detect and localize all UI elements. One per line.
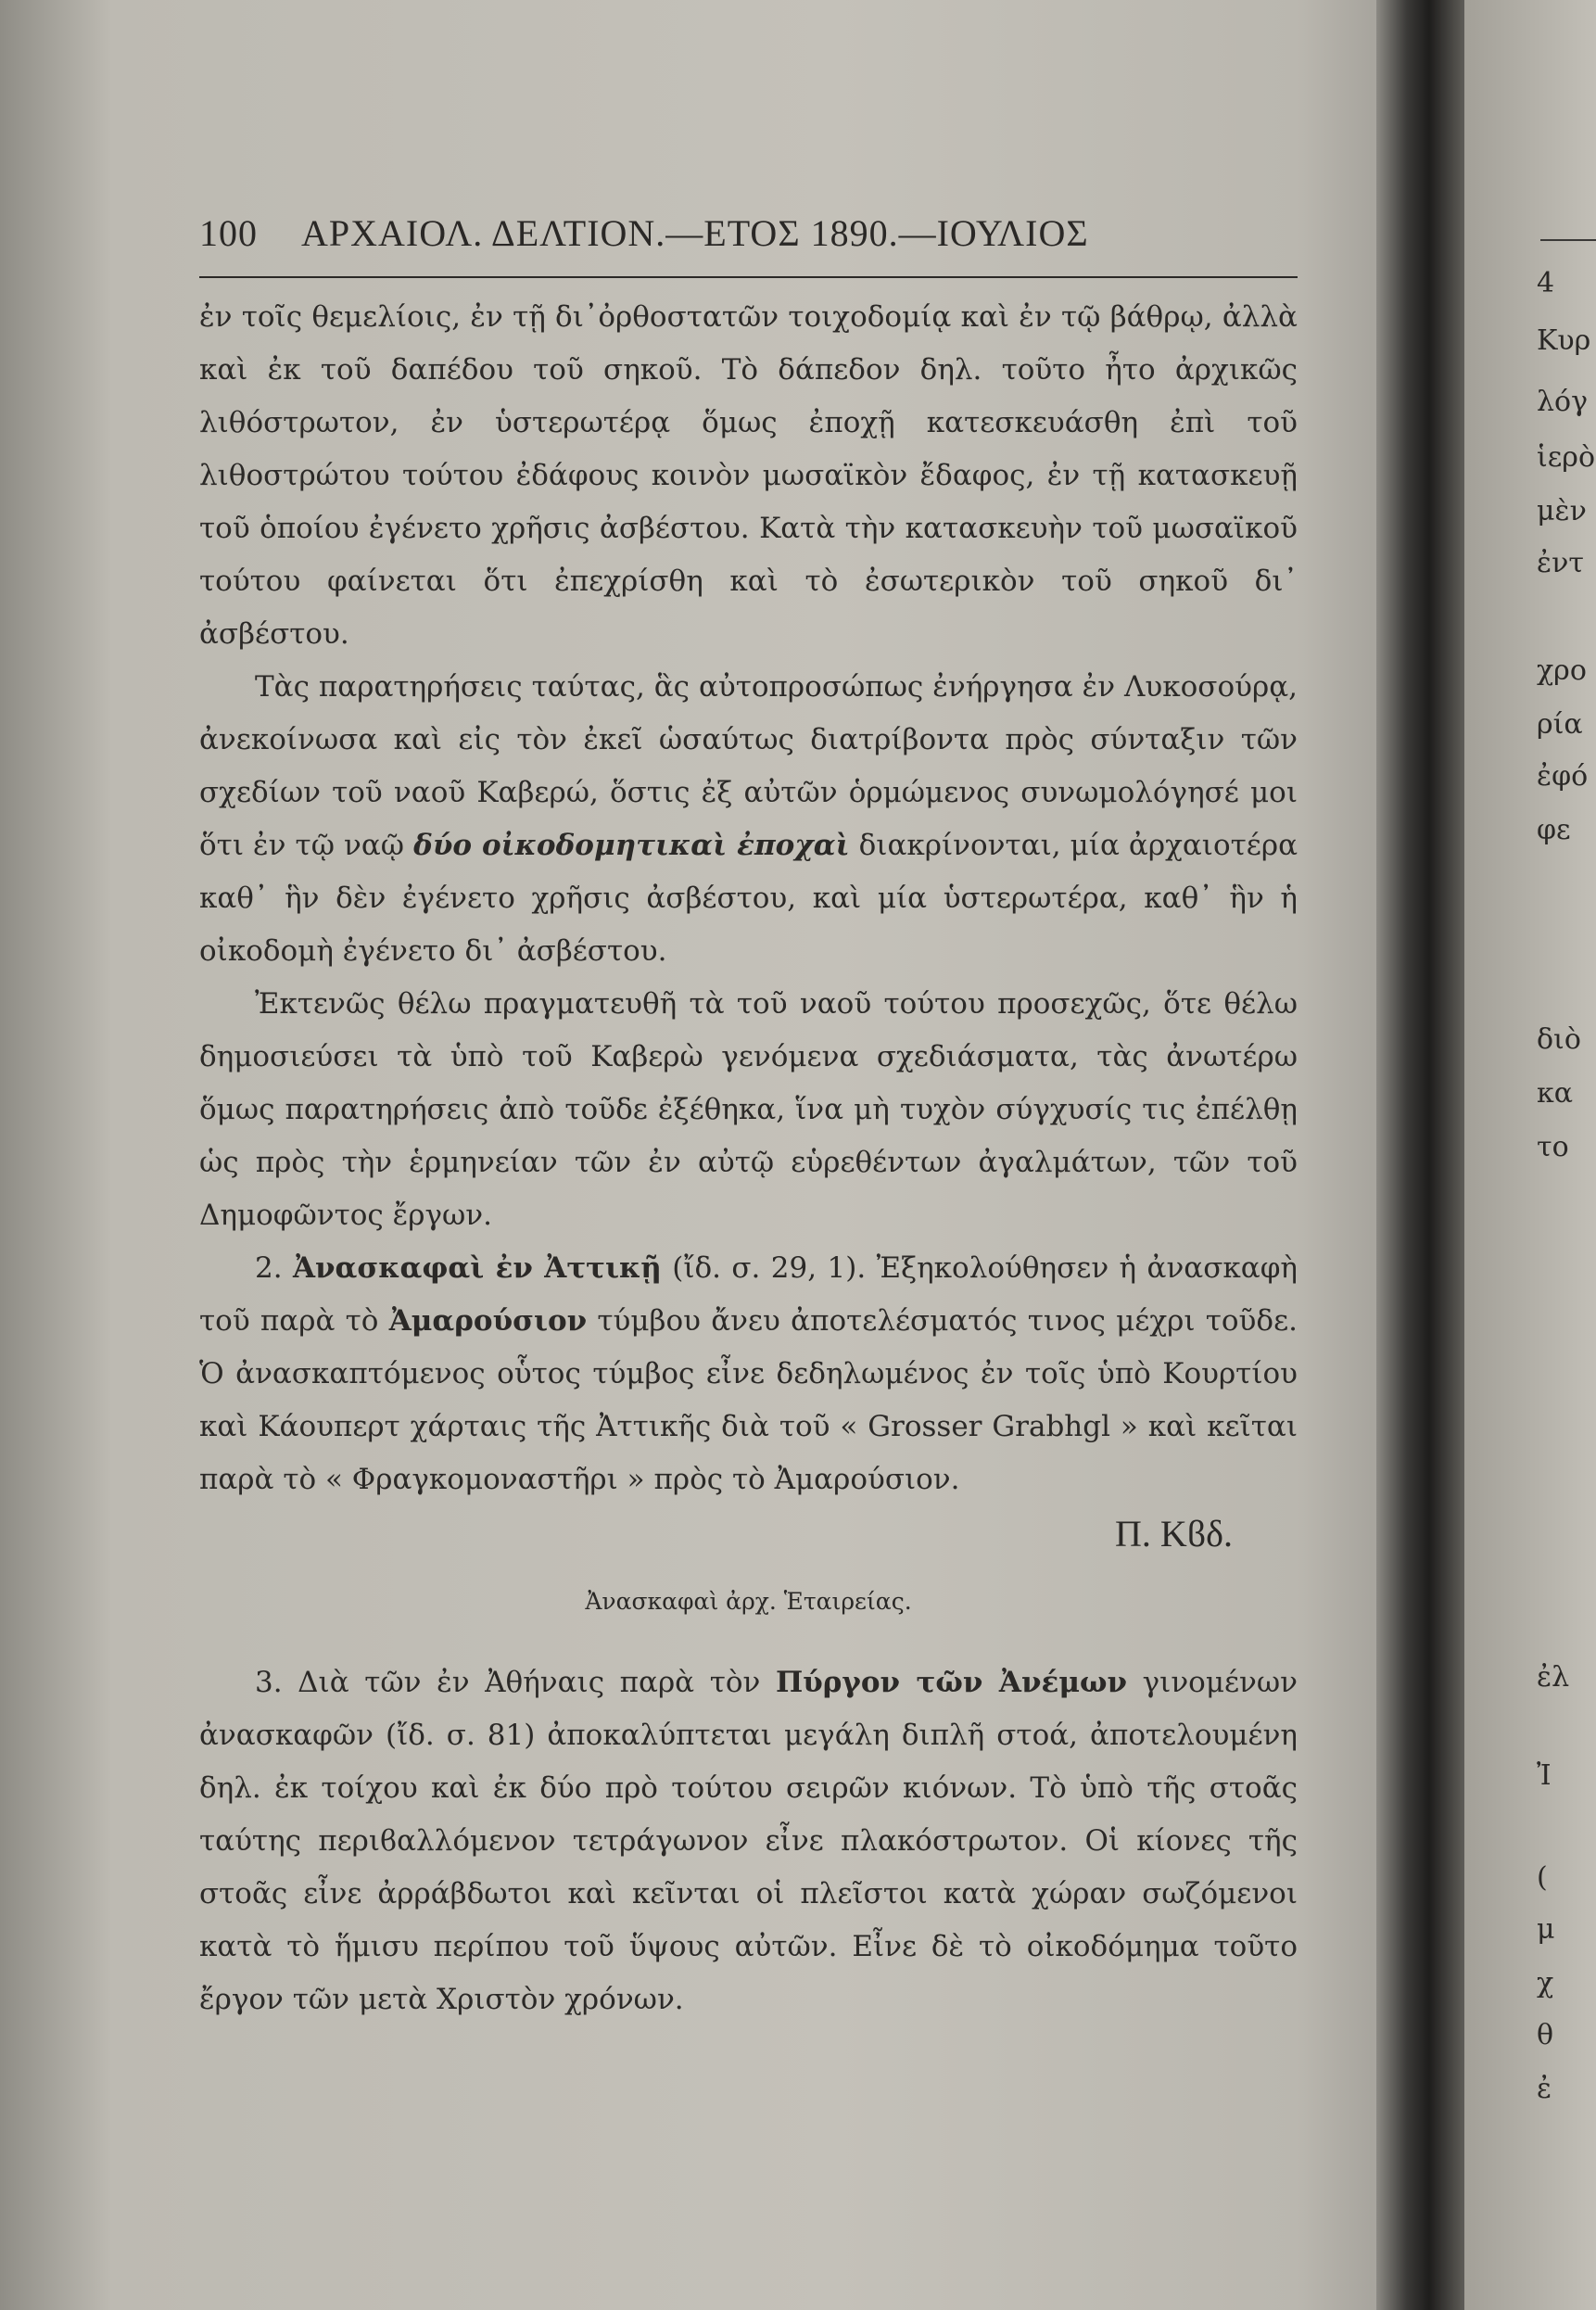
facing-page-fragment: μὲν <box>1537 495 1587 527</box>
page-number: 100 <box>199 212 258 254</box>
facing-page-fragment: ἐ <box>1537 2073 1552 2105</box>
facing-page-fragment: το <box>1537 1131 1569 1163</box>
facing-page-fragment: ἐφό <box>1537 760 1589 793</box>
section-3-title: Πύργον τῶν Ἀνέμων <box>775 1666 1128 1699</box>
facing-page-rule <box>1540 239 1596 241</box>
running-head <box>199 211 1298 276</box>
section-2-text-a: (ἴδ. σ. 29, 1). Ἐξηκολούθησεν ἡ ἀνασκαφὴ τοῦ παρὰ τὸ <box>199 1251 1298 1338</box>
facing-page-fragment: διὸ <box>1537 1023 1581 1056</box>
section-3-number: 3. <box>255 1666 283 1699</box>
section-2-place: Ἀμαρούσιον <box>388 1304 588 1338</box>
facing-page-fragment: ἱερὸ <box>1537 441 1596 474</box>
facing-page-fragment: ρία <box>1537 708 1583 741</box>
facing-page-fragment: Ἰ <box>1537 1759 1552 1792</box>
facing-page-fragment: λόγ <box>1537 386 1589 418</box>
paragraph-2 <box>199 661 1298 978</box>
facing-page-fragment: 4 <box>1537 267 1555 299</box>
section-2-text-b: τύμβου ἄνευ ἀποτελέσματός τινος μέχρι τοῦδε. Ὁ ἀνασκαπτόμενος οὗτος τύμβος εἶνε δεδηλωμένος ἐν τοῖς ὑπὸ Κουρτίου καὶ Κάουπερτ χάρταις τῆς Ἀττικῆς διὰ τοῦ « Grosser Grabhgl » καὶ κεῖται παρὰ τὸ « Φραγκομοναστῆρι » πρὸς τὸ Ἀμαρούσιον. <box>199 1304 1298 1496</box>
facing-page-fragment: μ <box>1537 1913 1555 1946</box>
facing-page-fragment: κα <box>1537 1077 1574 1110</box>
paragraph-2-text-b: διακρίνονται, μία ἀρχαιοτέρα καθ᾽ ἣν δὲν ἐγένετο χρῆσις ἀσβέστου, καὶ μία ὑστερωτέρα, καθ᾽ ἣν ἡ οἰκοδομὴ ἐγένετο δι᾽ ἀσβέστου. <box>199 829 1298 968</box>
facing-page-fragment: ( <box>1537 1861 1548 1894</box>
facing-page-fragment: χρο <box>1537 654 1587 687</box>
paragraph-1: ἐν τοῖς θεμελίοις, ἐν τῇ δι᾽ὀρθοστατῶν τοιχοδομίᾳ καὶ ἐν τῷ βάθρῳ, ἀλλὰ καὶ ἐκ τοῦ δαπέδου τοῦ σηκοῦ. Τὸ δάπεδον δηλ. τοῦτο ἦτο ἀρχικῶς λιθόστρωτον, ἐν ὑστερωτέρᾳ ὅμως ἐποχῇ κατεσκευάσθη ἐπὶ τοῦ λιθοστρώτου τούτου ἐδάφους κοινὸν μωσαϊκὸν ἔδαφος, ἐν τῇ κατασκευῇ τοῦ ὁποίου ἐγένετο χρῆσις ἀσβέστου. Κατὰ τὴν κατασκευὴν τοῦ μωσαϊκοῦ τούτου φαίνεται ὅτι ἐπεχρίσθη καὶ τὸ ἐσωτερικὸν τοῦ σηκοῦ δι᾽ ἀσβέστου. <box>199 300 1298 651</box>
facing-page-fragment: θ <box>1537 2019 1554 2051</box>
facing-page-fragment: Κυρ <box>1537 324 1591 357</box>
facing-page-fragment: ἐντ <box>1537 547 1584 579</box>
section-3-text-a: Διὰ τῶν ἐν Ἀθήναις παρὰ τὸν <box>298 1666 761 1699</box>
left-page <box>199 211 1298 2026</box>
facing-page-fragment: φε <box>1537 814 1571 846</box>
paragraph-3: Ἐκτενῶς θέλω πραγματευθῆ τὰ τοῦ ναοῦ τούτου προσεχῶς, ὅτε θέλω δημοσιεύσει τὰ ὑπὸ τοῦ Καβερὼ γενόμενα σχεδιάσματα, τὰς ἀνωτέρω ὅμως παρατηρήσεις ἀπὸ τοῦδε ἐξέθηκα, ἵνα μὴ τυχὸν σύγχυσίς τις ἐπέλθῃ ὡς πρὸς τὴν ἑρμηνείαν τῶν ἐν αὐτῷ εὑρεθέντων ἀγαλμάτων, τῶν τοῦ Δημοφῶντος ἔργων. <box>199 987 1298 1232</box>
section-caption: Ἀνασκαφαὶ ἀρχ. Ἑταιρείας. <box>585 1588 912 1615</box>
section-2-number: 2. <box>255 1251 283 1285</box>
section-2 <box>199 1242 1298 1506</box>
section-3 <box>199 1656 1298 2026</box>
paragraph-2-text-a: Τὰς παρατηρήσεις ταύτας, ἃς αὐτοπροσώπως ἐνήργησα ἐν Λυκοσούρᾳ, ἀνεκοίνωσα καὶ εἰς τὸν ἐκεῖ ὡσαύτως διατρίβοντα πρὸς σύνταξιν τῶν σχεδίων τοῦ ναοῦ Καβερώ, ὅστις ἐξ αὐτῶν ὁρμώμενος συνωμολόγησέ μοι ὅτι ἐν τῷ ναῷ <box>199 670 1298 862</box>
facing-page-fragment: χ <box>1537 1967 1554 1999</box>
journal-header: ΑΡΧΑΙΟΛ. ΔΕΛΤΙΟΝ.—ΕΤΟΣ 1890.—ΙΟΥΛΙΟΣ <box>301 212 1089 254</box>
author-signature: Π. Κϐδ. <box>1115 1513 1233 1555</box>
book-gutter-shadow <box>1376 0 1464 2310</box>
facing-page-fragment: ἐλ <box>1537 1661 1570 1694</box>
header-rule <box>199 276 1298 278</box>
section-2-title: Ἀνασκαφαὶ ἐν Ἀττικῇ <box>292 1251 662 1285</box>
section-3-text-b: γινομένων ἀνασκαφῶν (ἴδ. σ. 81) ἀποκαλύπτεται μεγάλη διπλῆ στοά, ἀποτελουμένη δηλ. ἐκ τοίχου καὶ ἐκ δύο πρὸ τούτου σειρῶν κιόνων. Τὸ ὑπὸ τῆς στοᾶς ταύτης περιϐαλλόμενον τετράγωνον εἶνε πλακόστρωτον. Οἱ κίονες τῆς στοᾶς εἶνε ἀρράβδωτοι καὶ κεῖνται οἱ πλεῖστοι κατὰ χώραν σωζόμενοι κατὰ τὸ ἥμισυ περίπου τοῦ ὕψους αὐτῶν. Εἶνε δὲ τὸ οἰκοδόμημα τοῦτο ἔργον τῶν μετὰ Χριστὸν χρόνων. <box>199 1666 1298 2016</box>
paragraph-2-emphasis: δύο οἰκοδομητικαὶ ἐποχαὶ <box>413 829 850 862</box>
